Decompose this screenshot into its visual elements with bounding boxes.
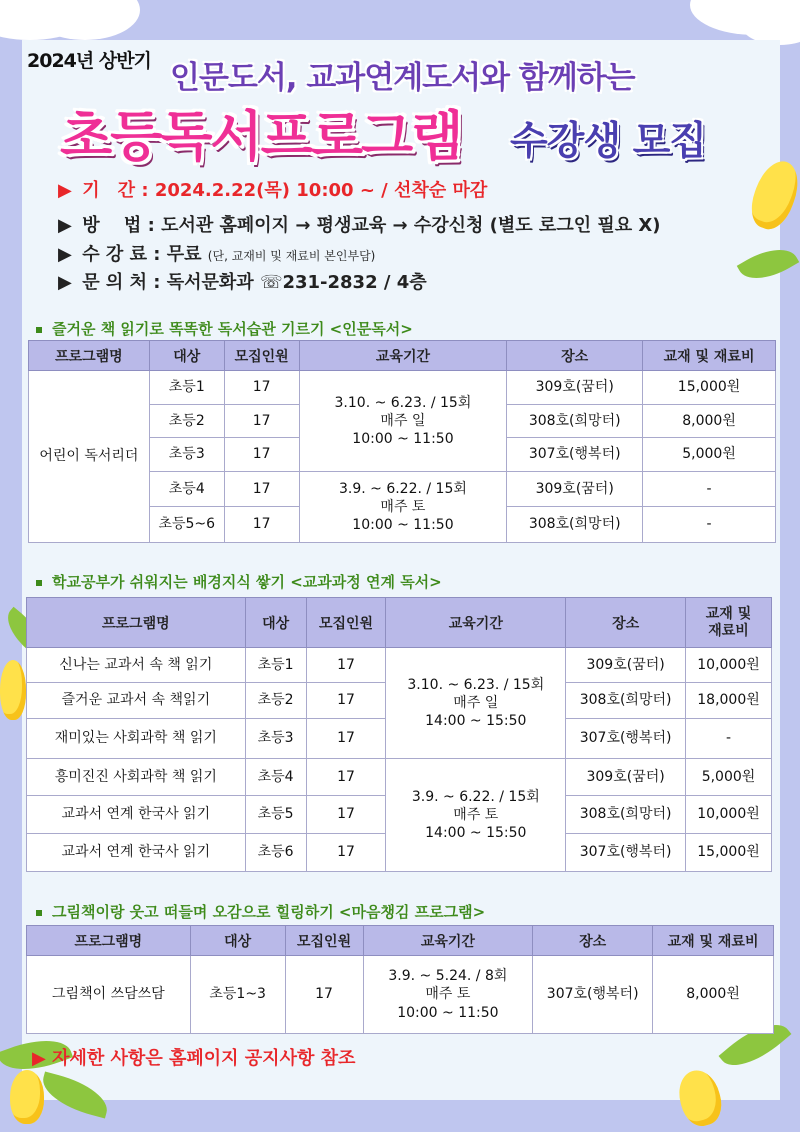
footer-note: ▶ 자세한 사항은 홈페이지 공지사항 참조 [32, 1048, 356, 1069]
main-title: 초등독서프로그램 [60, 105, 462, 168]
section2-title: 학교공부가 쉬워지는 배경지식 쌓기 <교과과정 연계 독서> [36, 571, 442, 592]
info-contact: ▶ 문 의 처 : 독서문화과 ☏231-2832 / 4층 [58, 272, 427, 293]
table-row: 흥미진진 사회과학 책 읽기 초등4 17 3.9. ~ 6.22. / 15회 매주 토 14:00 ~ 15:50 309호(꿈터) 5,000원 [27, 759, 772, 796]
section2-table [26, 597, 772, 872]
table-row: 재미있는 사회과학 책 읽기 초등3 17 307호(행복터) - [27, 719, 772, 759]
table-row: 신나는 교과서 속 책 읽기 초등1 17 3.10. ~ 6.23. / 15회 매주 일 14:00 ~ 15:50 309호(꿈터) 10,000원 [27, 648, 772, 683]
arrow-icon: ▶ [58, 215, 72, 236]
table-row: 초등2 17 308호(희망터) 8,000원 [29, 405, 776, 438]
table-header-row: 프로그램명 대상 모집인원 교육기간 장소 교재 및 재료비 [29, 341, 776, 371]
table-row: 초등4 17 3.9. ~ 6.22. / 15회 매주 토 10:00 ~ 11:50 309호(꿈터) - [29, 472, 776, 507]
main-title-recruit: 수강생 모집 [510, 119, 706, 164]
section3-title: 그림책이랑 웃고 떠들며 오감으로 힐링하기 <마음챙김 프로그램> [36, 901, 485, 922]
period-cell: 3.9. ~ 5.24. / 8회 매주 토 10:00 ~ 11:50 [363, 956, 533, 1034]
table-row: 교과서 연계 한국사 읽기 초등6 17 307호(행복터) 15,000원 [27, 834, 772, 872]
table-row: 즐거운 교과서 속 책읽기 초등2 17 308호(희망터) 18,000원 [27, 683, 772, 719]
arrow-icon: ▶ [58, 180, 72, 201]
table-row: 어린이 독서리더 초등1 17 3.10. ~ 6.23. / 15회 매주 일 10:00 ~ 11:50 309호(꿈터) 15,000원 [29, 371, 776, 405]
period-cell: 3.10. ~ 6.23. / 15회 매주 일 14:00 ~ 15:50 [386, 648, 566, 759]
section1-table [28, 340, 776, 543]
subtitle-line: 인문도서, 교과연계도서와 함께하는 [170, 60, 635, 96]
table-row: 그림책이 쓰담쓰담 초등1~3 17 3.9. ~ 5.24. / 8회 매주 토 10:00 ~ 11:50 307호(행복터) 8,000원 [27, 956, 774, 1034]
table-row: 초등3 17 307호(행복터) 5,000원 [29, 438, 776, 472]
section3-table [26, 925, 774, 1034]
arrow-icon: ▶ [58, 272, 72, 293]
cloud-decoration [740, 0, 800, 45]
period-cell: 3.9. ~ 6.22. / 15회 매주 토 14:00 ~ 15:50 [386, 759, 566, 872]
period-cell: 3.10. ~ 6.23. / 15회 매주 일 10:00 ~ 11:50 [299, 371, 507, 472]
info-method: ▶ 방 법 : 도서관 홈페이지 → 평생교육 → 수강신청 (별도 로그인 필요 X) [58, 215, 661, 236]
half-year-label: 2024년 상반기 [27, 50, 151, 72]
flower-decoration [0, 660, 26, 720]
table-header-row: 프로그램명 대상 모집인원 교육기간 장소 교재 및 재료비 [27, 926, 774, 956]
flower-decoration [10, 1070, 44, 1124]
info-fee: ▶ 수 강 료 : 무료 (단, 교재비 및 재료비 본인부담) [58, 244, 376, 265]
table-row: 교과서 연계 한국사 읽기 초등5 17 308호(희망터) 10,000원 [27, 796, 772, 834]
section1-title: 즐거운 책 읽기로 똑똑한 독서습관 기르기 <인문독서> [36, 318, 413, 339]
table-header-row: 프로그램명 대상 모집인원 교육기간 장소 교재 및 재료비 [27, 598, 772, 648]
arrow-icon: ▶ [58, 244, 72, 265]
table-row: 초등5~6 17 308호(희망터) - [29, 507, 776, 543]
period-cell: 3.9. ~ 6.22. / 15회 매주 토 10:00 ~ 11:50 [299, 472, 507, 543]
info-period: ▶ 기 간 : 2024.2.22(목) 10:00 ~ / 선착순 마감 [58, 180, 488, 201]
